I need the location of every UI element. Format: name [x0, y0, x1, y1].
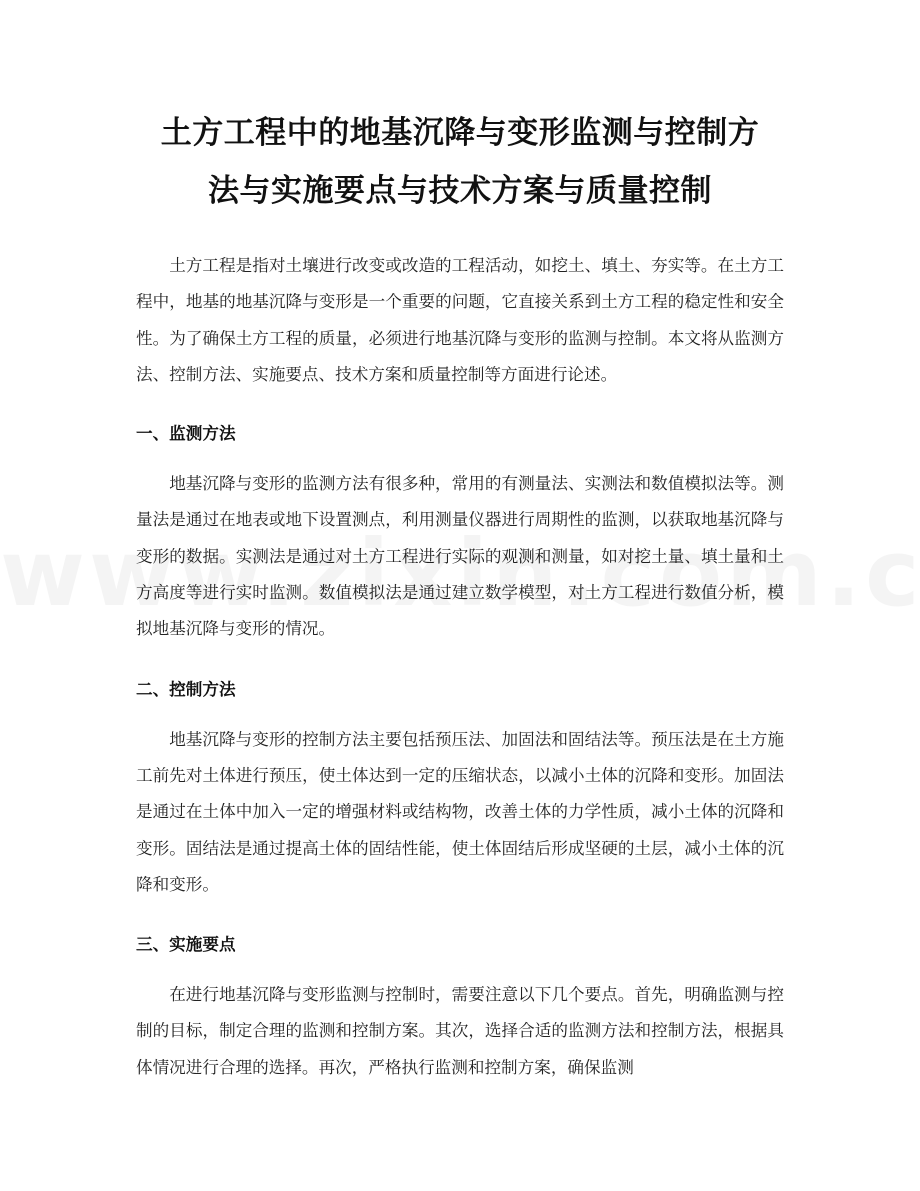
title-line-2: 法与实施要点与技术方案与质量控制 — [208, 173, 712, 209]
section-heading-monitoring: 一、监测方法 — [136, 424, 236, 444]
title-line-1: 土方工程中的地基沉降与变形监测与控制方 — [160, 115, 760, 151]
section-heading-control: 二、控制方法 — [136, 679, 236, 699]
document-title — [136, 104, 784, 220]
section-body-implementation: 在进行地基沉降与变形监测与控制时，需要注意以下几个要点。首先，明确监测与控制的目标，制定合理的监测和控制方案。其次，选择合适的监测方法和控制方法，根据具体情况进行合理的选择。再次，严格执行监测和控制方案，确保监测 — [136, 985, 784, 1077]
section-heading-implementation: 三、实施要点 — [136, 935, 236, 955]
section-body-monitoring: 地基沉降与变形的监测方法有很多种，常用的有测量法、实测法和数值模拟法等。测量法是通过在地表或地下设置测点，利用测量仪器进行周期性的监测，以获取地基沉降与变形的数据。实测法是通过对土方工程进行实际的观测和测量，如对挖土量、填土量和土方高度等进行实时监测。数值模拟法是通过建立数学模型，对土方工程进行数值分析，模拟地基沉降与变形的情况。 — [136, 474, 784, 639]
section-body-control: 地基沉降与变形的控制方法主要包括预压法、加固法和固结法等。预压法是在土方施工前先对土体进行预压，使土体达到一定的压缩状态，以减小土体的沉降和变形。加固法是通过在土体中加入一定的增强材料或结构物，改善土体的力学性质，减小土体的沉降和变形。固结法是通过提高土体的固结性能，使土体固结后形成坚硬的土层，减小土体的沉降和变形。 — [136, 729, 784, 894]
intro-paragraph: 土方工程是指对土壤进行改变或改造的工程活动，如挖土、填土、夯实等。在土方工程中，地基的地基沉降与变形是一个重要的问题，它直接关系到土方工程的稳定性和安全性。为了确保土方工程的质量，必须进行地基沉降与变形的监测与控制。本文将从监测方法、控制方法、实施要点、技术方案和质量控制等方面进行论述。 — [136, 256, 784, 384]
